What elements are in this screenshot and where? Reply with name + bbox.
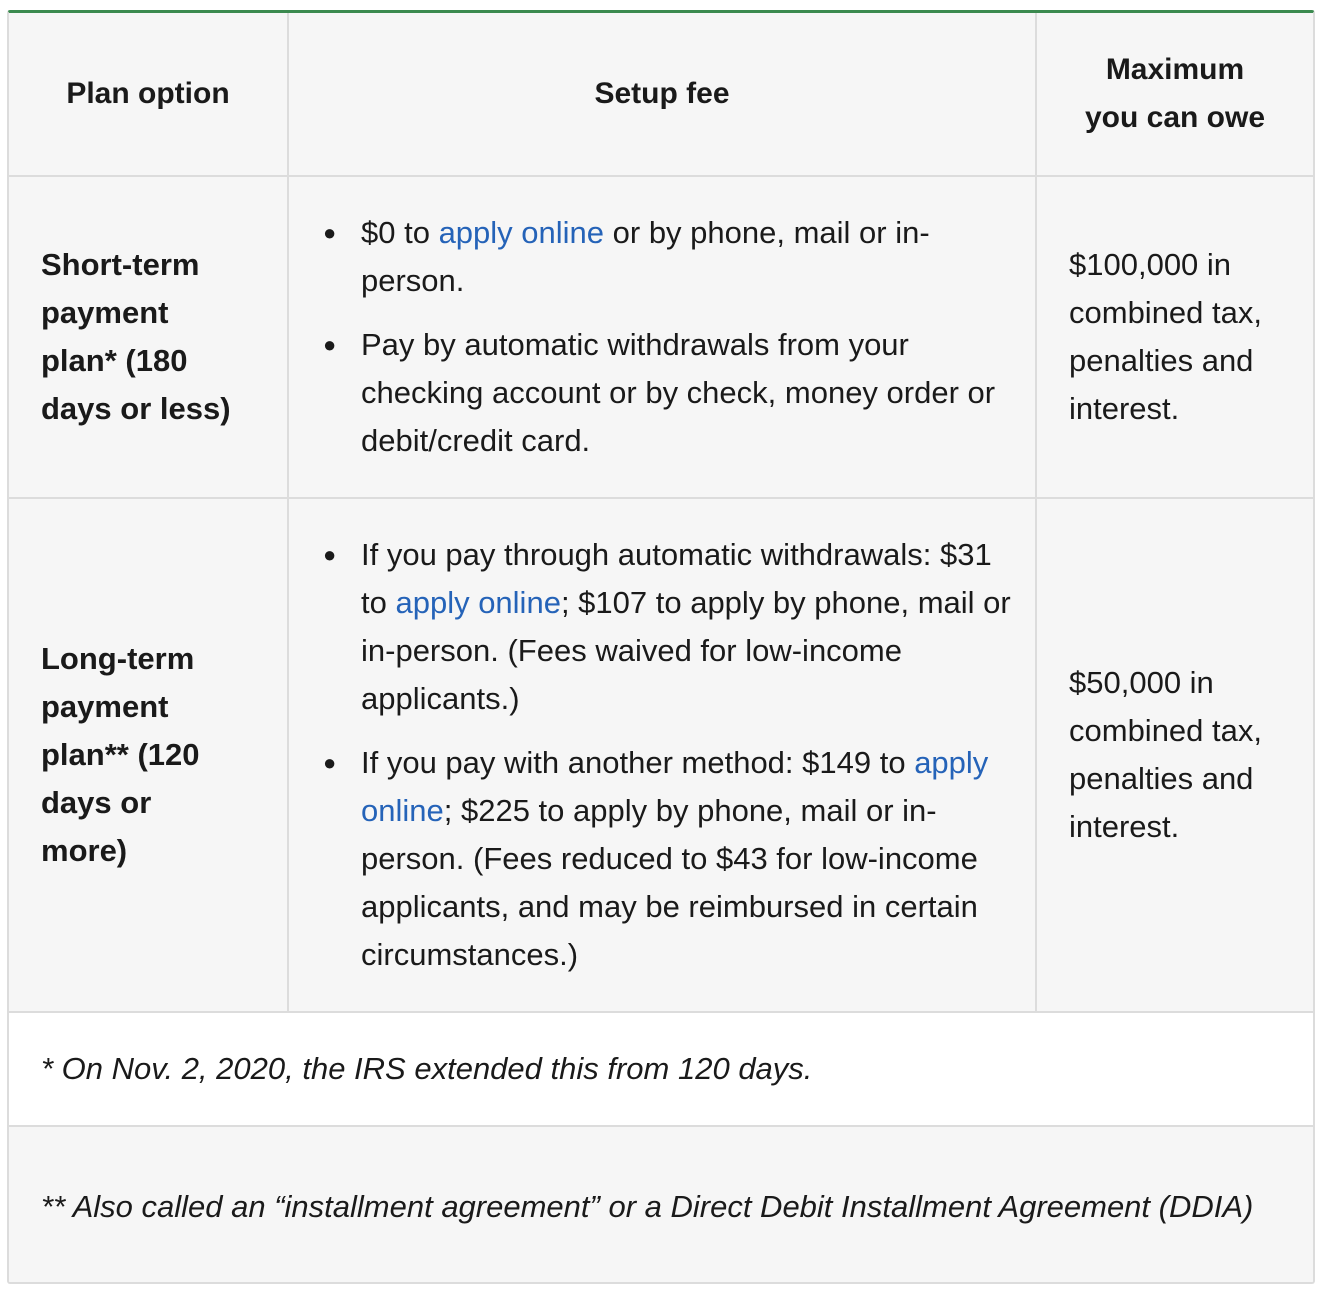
bullet-icon: ●: [323, 750, 337, 775]
fee-text: or by phone, mail or in-person.: [361, 215, 930, 298]
header-maximum: [1037, 46, 1313, 142]
fee-cell-short-term: [289, 177, 1037, 497]
bullet-icon: ●: [323, 332, 337, 357]
max-cell-short-term: [1037, 177, 1313, 497]
plan-name-short-term: [9, 241, 247, 433]
list-item: [321, 321, 1011, 465]
apply-online-link[interactable]: apply online: [361, 745, 989, 828]
plan-line: days or: [41, 785, 152, 820]
max-owe-long-term: $50,000 in combined tax, penalties and interest.: [1069, 665, 1262, 844]
footnote-2: ** Also called an “installment agreement” or a Direct Debit Installment Agreement (DDIA): [41, 1189, 1254, 1224]
bullet-icon: ●: [323, 220, 337, 245]
fee-text: ; $225 to apply by phone, mail or in-person. (Fees reduced to $43 for low-income applicants, and may be reimbursed in certain circumstances.): [361, 793, 978, 972]
plan-line: payment: [41, 295, 169, 330]
plan-line: days or less): [41, 391, 231, 426]
plan-line: Long-term: [41, 641, 195, 676]
list-item: [321, 531, 1011, 723]
fee-cell-long-term: [289, 499, 1037, 1011]
plan-name-long-term: [9, 635, 216, 875]
header-cell-fee: [289, 13, 1037, 175]
table-row-long-term: [9, 499, 1313, 1013]
header-cell-plan: [9, 13, 289, 175]
plan-line: payment: [41, 689, 169, 724]
fee-list-short-term: [289, 209, 1035, 465]
fee-text: $0 to: [361, 215, 439, 250]
fee-list-long-term: [289, 531, 1035, 979]
max-owe-short-term: $100,000 in combined tax, penalties and interest.: [1069, 247, 1262, 426]
header-plan-option: Plan option: [66, 77, 230, 110]
plan-cell-long-term: [9, 499, 289, 1011]
header-cell-max: [1037, 13, 1313, 175]
footnote-row-2: [9, 1127, 1313, 1284]
plan-cell-short-term: [9, 177, 289, 497]
plan-line: Short-term: [41, 247, 200, 282]
footnote-1: * On Nov. 2, 2020, the IRS extended this from 120 days.: [41, 1051, 813, 1086]
plan-line: more): [41, 833, 128, 868]
table-row-short-term: [9, 177, 1313, 499]
payment-plan-table: [7, 10, 1315, 1284]
plan-line: plan* (180: [41, 343, 188, 378]
list-item: [321, 739, 1011, 979]
fee-text: Pay by automatic withdrawals from your checking account or by check, money order or debit/credit card.: [361, 327, 996, 458]
max-cell-long-term: [1037, 499, 1313, 1011]
plan-line: plan** (120: [41, 737, 200, 772]
table-header-row: [9, 13, 1313, 177]
apply-online-link[interactable]: apply online: [395, 585, 561, 620]
bullet-icon: ●: [323, 542, 337, 567]
apply-online-link[interactable]: apply online: [438, 215, 605, 250]
footnote-row-1: [9, 1013, 1313, 1127]
header-maximum-line2: you can owe: [1084, 101, 1266, 134]
fee-text: If you pay through automatic withdrawals: $31 to: [361, 537, 992, 620]
header-maximum-line1: Maximum: [1105, 53, 1245, 86]
fee-text: If you pay with another method: $149 to: [361, 745, 915, 780]
list-item: [321, 209, 1011, 305]
fee-text: ; $107 to apply by phone, mail or in-person. (Fees waived for low-income applicants.): [361, 585, 1011, 716]
header-setup-fee: Setup fee: [594, 77, 730, 110]
